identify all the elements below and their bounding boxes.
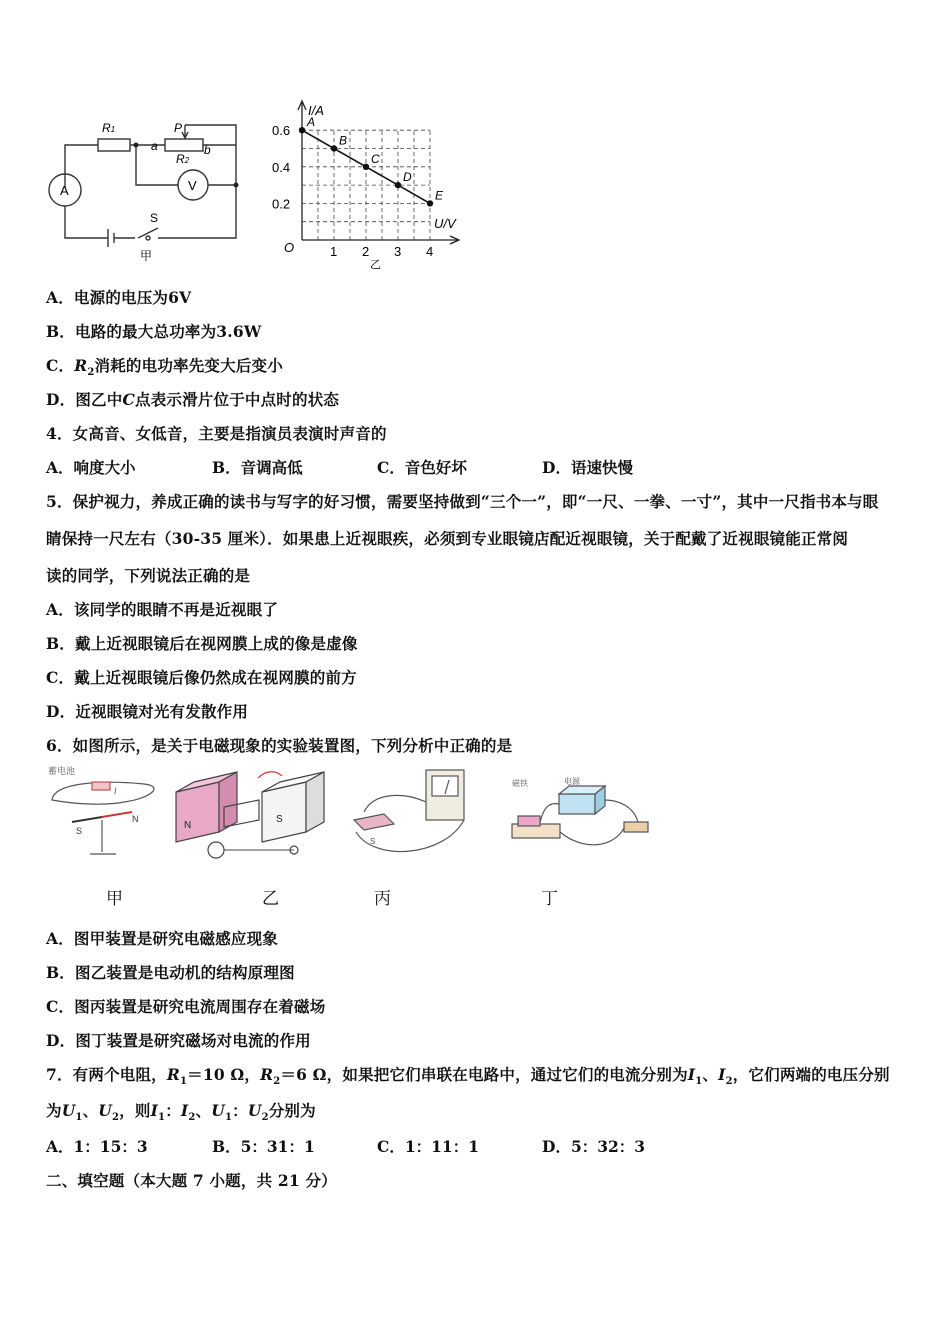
q4-option-c: C．音色好坏 [377,458,467,477]
x-tick-label: 3 [394,244,402,259]
y-axis-label: I/A [308,103,324,118]
switch-label: S [150,211,159,225]
section2-title: 二、填空题（本大题 7 小题，共 21 分） [46,1171,337,1190]
circuit-diagram-jia [40,110,250,265]
figure-yi-magnets [176,772,324,858]
ammeter-label: A [60,183,69,198]
data-point-d [395,182,401,188]
y-tick-label: 0.2 [272,196,291,212]
data-point-label-c: C [371,151,380,166]
label-s-yi: S [276,814,283,825]
terminal-a-label: a [151,139,158,153]
x-tick-label: 1 [330,244,338,259]
q5-option-c: C．戴上近视眼镜后像仍然成在视网膜的前方 [46,668,357,687]
q4-option-b: B．音调高低 [212,458,303,477]
q3-option-b: B．电路的最大总功率为3.6W [46,322,262,341]
data-point-b [331,145,337,151]
r2-label: R2 [176,152,190,166]
q6-caption-jia: 甲 [106,889,123,909]
q5-option-d: D．近视眼镜对光有发散作用 [46,702,249,721]
q5-stem-line3: 读的同学，下列说法正确的是 [46,566,251,585]
label-magnet: 磁铁 [512,779,528,788]
figure-ding-apparatus [512,786,648,845]
q5-stem-line2: 睛保持一尺左右（30-35 厘米）．如果患上近视眼疾，必须到专业眼镜店配近视眼镜，关于配戴了近视眼镜能正常阅 [46,529,849,548]
origin-label: O [284,240,295,255]
q4-stem: 4．女高音、女低音，主要是指演员表演时声音的 [46,424,387,443]
q5-option-b: B．戴上近视眼镜后在视网膜上成的像是虚像 [46,634,358,653]
graph-caption: 乙 [370,259,381,270]
q7-stem-line1: 7．有两个电阻，$R_1=10$ Ω，$R_2=6$ Ω，如果把它们串联在电路中，通过它们的电流分别为$I_1$、$I_2$，它们两端的电压分别 [46,1065,890,1088]
x-axis-label: U/V [434,216,456,231]
voltmeter-label: V [188,178,197,193]
q7-option-c: C．1：11：1 [377,1137,479,1156]
label-s-jia: S [76,826,83,836]
x-tick-label: 4 [426,244,434,259]
data-point-label-d: D [403,170,412,185]
q6-caption-bing: 丙 [374,889,391,909]
q3-option-d: D．图乙中C点表示滑片位于中点时的状态 [46,390,340,409]
caption-jia-top: 甲 [140,249,153,263]
q7-option-b: B．5：31：1 [212,1137,315,1156]
q6-stem: 6．如图所示，是关于电磁现象的实验装置图，下列分析中正确的是 [46,736,513,755]
y-tick-label: 0.6 [272,123,291,139]
q3-option-c: C．$R_2$消耗的电功率先变大后变小 [46,356,283,379]
iu-graph-yi [270,95,470,270]
q6-option-d: D．图丁装置是研究磁场对电流的作用 [46,1031,311,1050]
label-s-bing: S [370,837,376,846]
q7-stem-line2: 为$U_1$、$U_2$，则$I_1$：$I_2$、$U_1$：$U_2$分别为 [46,1101,316,1124]
q5-option-a: A．该同学的眼睛不再是近视眼了 [46,600,279,619]
data-point-c [363,164,369,170]
q6-caption-ding: 丁 [541,889,558,909]
data-point-label-a: A [307,115,316,130]
data-point-e [427,200,433,206]
data-point-a [299,127,305,133]
data-point-label-b: B [339,133,348,148]
figure-jia-compass [52,782,154,854]
data-point-label-e: E [435,188,444,203]
x-tick-label: 2 [362,244,370,259]
q6-option-a: A．图甲装置是研究电磁感应现象 [46,929,279,948]
slider-p-label: P [174,121,183,135]
label-n-jia: N [132,814,139,824]
y-tick-label: 0.4 [272,159,291,175]
label-n-yi: N [184,820,192,831]
q4-option-a: A．响度大小 [46,458,136,477]
q3-option-a: A．电源的电压为6V [46,288,192,307]
q6-option-c: C．图丙装置是研究电流周围存在着磁场 [46,997,326,1016]
q5-stem-line1: 5．保护视力，养成正确的读书与写字的好习惯，需要坚持做到“三个一”，即“一尺、一拳、一寸”，其中一尺指书本与眼 [46,492,879,511]
q6-figures [44,762,674,872]
label-battery: 蓄电池 [48,766,76,776]
q4-option-d: D．语速快慢 [542,458,633,477]
q7-option-a: A．1：15：3 [46,1137,148,1156]
q7-option-d: D．5：32：3 [542,1137,646,1156]
label-power: 电源 [564,777,580,786]
label-current: I [114,786,117,796]
r1-label: R1 [102,121,116,135]
terminal-b-label: b [204,143,211,157]
q6-caption-yi: 乙 [262,889,279,909]
q6-option-b: B．图乙装置是电动机的结构原理图 [46,963,295,982]
